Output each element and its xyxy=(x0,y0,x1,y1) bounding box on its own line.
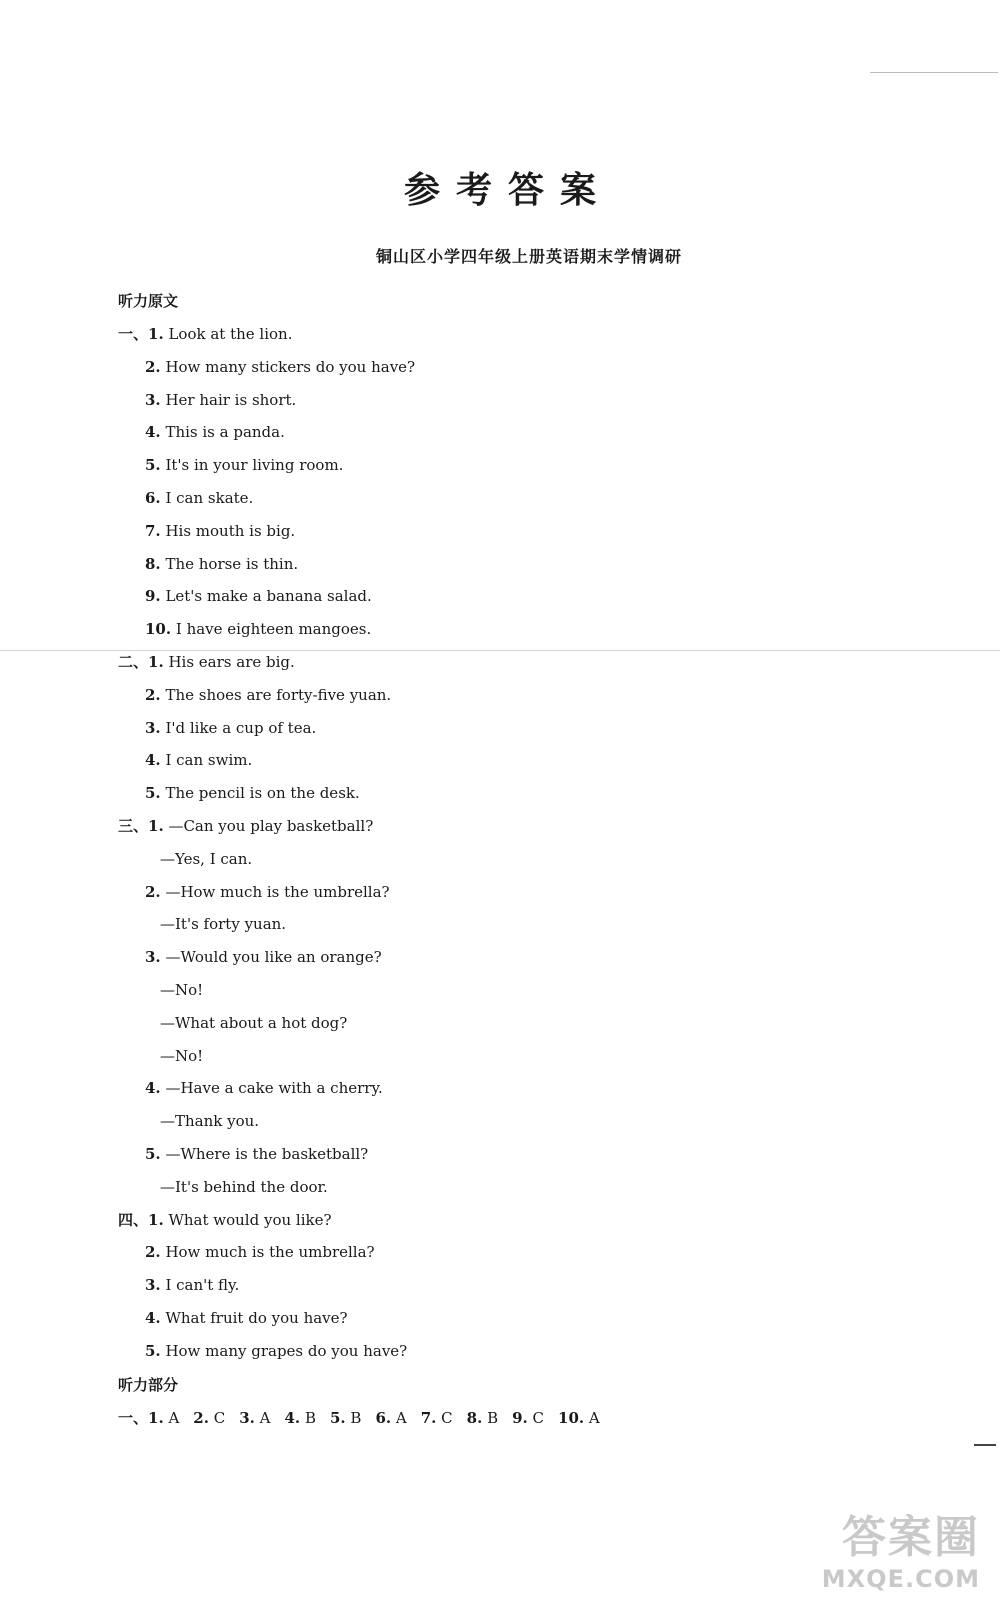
item-text: —It's behind the door. xyxy=(160,1178,328,1196)
answer-choice: B xyxy=(482,1409,499,1427)
script-line xyxy=(145,422,285,442)
script-line xyxy=(145,685,391,705)
answer-number: 4. xyxy=(284,1409,301,1427)
item-text: —Can you play basketball? xyxy=(163,817,374,835)
item-text: I can't fly. xyxy=(160,1276,240,1294)
answer-row xyxy=(118,1407,614,1428)
answer-choice: A xyxy=(254,1409,271,1427)
answer-item xyxy=(193,1409,225,1427)
item-number: 1. xyxy=(148,653,164,671)
item-text: —Thank you. xyxy=(160,1112,260,1130)
item-text: What fruit do you have? xyxy=(160,1309,348,1327)
item-text: How many stickers do you have? xyxy=(160,358,416,376)
item-text: The horse is thin. xyxy=(160,555,299,573)
item-number: 4. xyxy=(145,1079,161,1097)
script-line xyxy=(160,980,203,1000)
answer-item xyxy=(512,1409,544,1427)
answer-choice: C xyxy=(527,1409,545,1427)
script-line xyxy=(118,816,373,836)
item-number: 4. xyxy=(145,423,161,441)
answer-choice: A xyxy=(391,1409,407,1427)
script-line xyxy=(160,1111,259,1131)
item-text: —No! xyxy=(160,1047,204,1065)
answer-number: 10. xyxy=(558,1409,585,1427)
answer-number: 2. xyxy=(193,1409,209,1427)
script-line xyxy=(145,1341,407,1361)
page-subtitle: 铜山区小学四年级上册英语期末学情调研 xyxy=(376,247,683,266)
script-line xyxy=(145,1242,375,1262)
item-number: 3. xyxy=(145,719,161,737)
answer-number: 8. xyxy=(466,1409,483,1427)
item-text: I can swim. xyxy=(160,751,253,769)
listening-script-label: 听力原文 xyxy=(118,292,179,310)
item-text: I can skate. xyxy=(160,489,254,507)
script-line xyxy=(145,455,343,475)
answer-number: 3. xyxy=(239,1409,255,1427)
answer-item xyxy=(285,1409,316,1427)
section-marker: 二、 xyxy=(118,653,149,671)
answer-item xyxy=(330,1409,361,1427)
item-number: 2. xyxy=(145,686,161,704)
header-rule xyxy=(870,72,998,73)
corner-dash xyxy=(974,1444,996,1446)
answer-choice: C xyxy=(436,1409,453,1427)
script-line xyxy=(145,390,296,410)
listening-answers-label: 听力部分 xyxy=(118,1376,179,1394)
answer-choice: A xyxy=(163,1409,180,1427)
item-number: 3. xyxy=(145,1276,161,1294)
section-marker: 一、 xyxy=(118,325,149,343)
script-line xyxy=(160,1177,328,1197)
item-text: What would you like? xyxy=(163,1211,332,1229)
item-text: The shoes are forty-five yuan. xyxy=(160,686,392,704)
script-line xyxy=(145,1144,368,1164)
item-number: 2. xyxy=(145,1243,161,1261)
item-text: —It's forty yuan. xyxy=(160,915,287,933)
script-line xyxy=(145,947,382,967)
item-number: 1. xyxy=(148,325,164,343)
item-text: —Have a cake with a cherry. xyxy=(160,1079,383,1097)
script-line xyxy=(160,914,286,934)
script-line xyxy=(118,324,292,344)
item-number: 5. xyxy=(145,784,161,802)
script-line xyxy=(145,783,360,803)
answer-number: 5. xyxy=(329,1409,346,1427)
item-text: How many grapes do you have? xyxy=(160,1342,408,1360)
script-line xyxy=(145,357,415,377)
section-marker: 三、 xyxy=(118,817,149,835)
scan-rule xyxy=(0,650,1000,651)
script-line xyxy=(145,882,390,902)
item-text: —How much is the umbrella? xyxy=(160,883,390,901)
script-line xyxy=(145,718,316,738)
script-line xyxy=(145,750,252,770)
answer-choice: B xyxy=(345,1409,362,1427)
item-number: 1. xyxy=(148,817,164,835)
answer-item xyxy=(421,1409,453,1427)
answer-choice: A xyxy=(584,1409,600,1427)
script-line xyxy=(118,1210,332,1230)
item-number: 5. xyxy=(145,1145,161,1163)
item-number: 1. xyxy=(148,1211,164,1229)
section-marker: 四、 xyxy=(118,1211,149,1229)
script-line xyxy=(145,521,295,541)
answer-item xyxy=(467,1409,498,1427)
watermark-url: MXQE.COM xyxy=(821,1565,980,1593)
answer-number: 6. xyxy=(375,1409,392,1427)
answer-number: 9. xyxy=(512,1409,528,1427)
item-text: His ears are big. xyxy=(163,653,295,671)
script-line xyxy=(145,1308,348,1328)
script-line xyxy=(160,1013,347,1033)
script-line xyxy=(160,1046,203,1066)
item-text: Look at the lion. xyxy=(163,325,293,343)
item-text: —No! xyxy=(160,981,204,999)
item-text: This is a panda. xyxy=(160,423,285,441)
script-line xyxy=(145,619,371,639)
item-number: 2. xyxy=(145,883,161,901)
item-text: I'd like a cup of tea. xyxy=(160,719,317,737)
script-line xyxy=(145,1078,383,1098)
item-text: It's in your living room. xyxy=(160,456,344,474)
answer-section-marker: 一、 xyxy=(118,1409,149,1427)
site-watermark xyxy=(822,1501,980,1593)
item-number: 3. xyxy=(145,948,161,966)
answer-item xyxy=(148,1409,179,1427)
item-number: 5. xyxy=(145,456,161,474)
script-line xyxy=(145,488,253,508)
watermark-logo-text: 答案圈 xyxy=(842,1512,980,1563)
script-line xyxy=(160,849,252,869)
item-text: The pencil is on the desk. xyxy=(160,784,360,802)
item-number: 5. xyxy=(145,1342,161,1360)
answer-choice: C xyxy=(208,1409,226,1427)
item-text: —Yes, I can. xyxy=(160,850,253,868)
answer-number: 1. xyxy=(148,1409,164,1427)
answer-item xyxy=(558,1409,600,1427)
script-line xyxy=(145,1275,239,1295)
item-text: His mouth is big. xyxy=(160,522,296,540)
item-text: Let's make a banana salad. xyxy=(160,587,372,605)
script-line xyxy=(118,652,295,672)
answer-choice: B xyxy=(300,1409,316,1427)
answer-number: 7. xyxy=(420,1409,437,1427)
item-number: 4. xyxy=(145,751,161,769)
item-text: I have eighteen mangoes. xyxy=(171,620,372,638)
item-text: —What about a hot dog? xyxy=(160,1014,348,1032)
item-text: —Where is the basketball? xyxy=(160,1145,369,1163)
item-text: How much is the umbrella? xyxy=(160,1243,375,1261)
item-text: Her hair is short. xyxy=(160,391,297,409)
item-number: 2. xyxy=(145,358,161,376)
item-number: 8. xyxy=(145,555,161,573)
answer-item xyxy=(375,1409,406,1427)
item-number: 4. xyxy=(145,1309,161,1327)
answer-item xyxy=(239,1409,270,1427)
item-number: 7. xyxy=(145,522,161,540)
page-title: 参考答案 xyxy=(403,170,612,211)
item-number: 9. xyxy=(145,587,161,605)
item-text: —Would you like an orange? xyxy=(160,948,382,966)
item-number: 3. xyxy=(145,391,161,409)
script-line xyxy=(145,586,372,606)
script-line xyxy=(145,554,298,574)
item-number: 10. xyxy=(145,620,172,638)
item-number: 6. xyxy=(145,489,161,507)
